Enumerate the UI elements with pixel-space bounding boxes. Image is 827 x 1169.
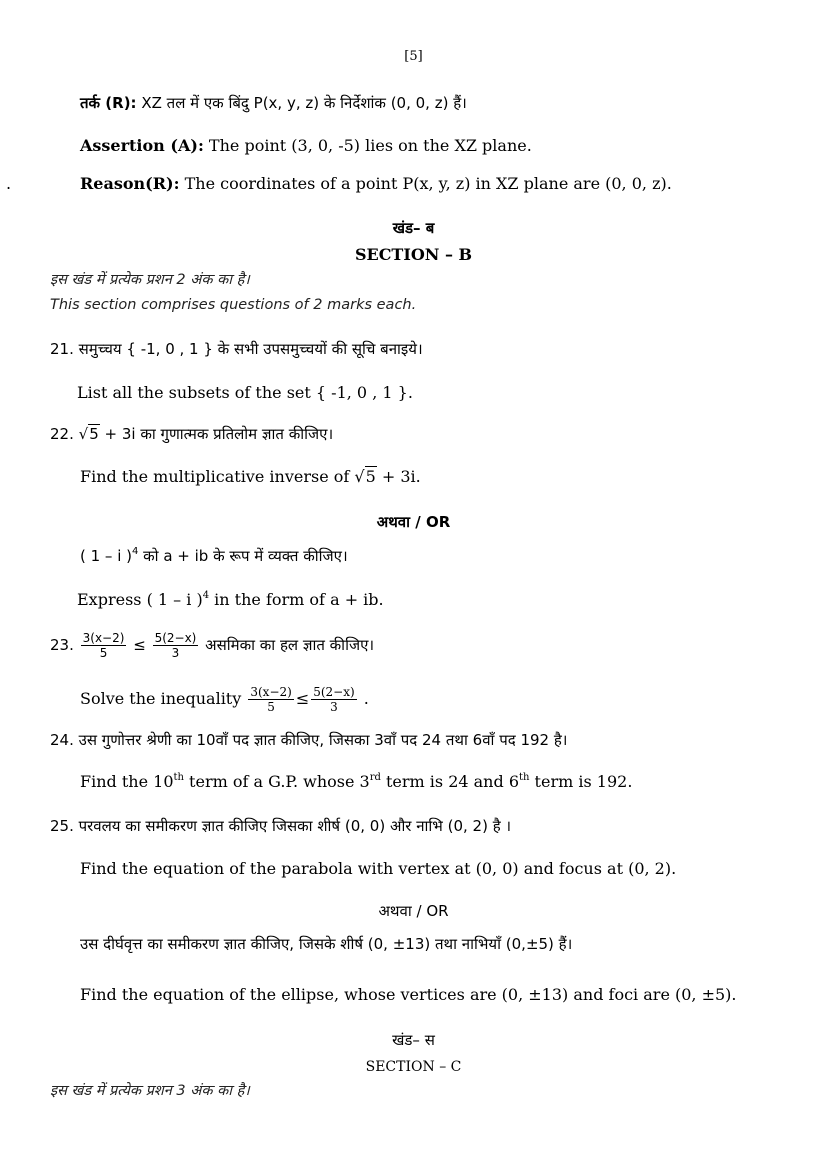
q21-hindi <box>50 339 423 359</box>
q22-alt-hindi-tail: को a + ib के रूप में व्यक्त कीजिए। <box>138 547 348 565</box>
q20-reason-hindi-text: XZ तल में एक बिंदु P(x, y, z) के निर्देशांक (0, 0, z) हैं। <box>136 94 467 112</box>
section-c-heading: SECTION – C <box>365 1059 462 1075</box>
q20-assertion-text: The point (3, 0, -5) lies on the XZ plane. <box>203 136 532 155</box>
sqrt-expression: √5 <box>78 425 99 443</box>
rhs-fraction <box>311 685 356 714</box>
q22-alt-english-tail: in the form of a + ib. <box>209 590 384 609</box>
q25-english: Find the equation of the parabola with vertex at (0, 0) and focus at (0, 2). <box>80 859 677 878</box>
ordinal-suffix: th <box>519 772 530 783</box>
sqrt-expression: √5 <box>354 467 376 486</box>
q20-assertion <box>80 136 532 156</box>
q21-english: List all the subsets of the set { -1, 0 , 1 }. <box>77 383 413 402</box>
q22-english-tail: + 3i. <box>376 467 421 486</box>
q23-english <box>80 682 369 716</box>
page-number: [5] <box>404 49 423 64</box>
q25-number: 25. <box>50 817 74 835</box>
q25-hindi-text: परवलय का समीकरण ज्ञात कीजिए जिसका शीर्ष (0, 0) और नाभि (0, 2) है । <box>73 817 512 835</box>
q20-reason <box>80 174 672 194</box>
section-b-note: This section comprises questions of 2 marks each. <box>50 297 417 313</box>
q24-en-part-4: term is 192. <box>529 772 633 791</box>
q22-alt-english <box>77 590 384 610</box>
q24-number: 24. <box>50 731 74 749</box>
exponent: 4 <box>202 590 210 601</box>
lhs-fraction <box>81 631 127 660</box>
exponent: 4 <box>132 546 139 557</box>
q22-english <box>80 467 421 487</box>
q20-reason-text: The coordinates of a point P(x, y, z) in XZ plane are (0, 0, z). <box>179 174 672 193</box>
q20-reason-label: Reason(R): <box>80 174 180 193</box>
lhs-numerator: 3(x−2) <box>250 685 292 699</box>
q24-en-part-1: Find the 10 <box>80 772 174 791</box>
q20-reason-hindi-label: तर्क (R): <box>80 94 137 112</box>
q22-hindi <box>50 424 333 444</box>
q23-hindi <box>50 628 374 662</box>
rhs-numerator: 5(2−x) <box>313 685 355 699</box>
inequality-sign: ≤ <box>295 689 310 708</box>
q22-alt-english-head: Express ( 1 – i ) <box>77 590 203 609</box>
q22-alt-hindi <box>80 546 348 566</box>
lhs-denominator: 5 <box>99 646 108 660</box>
q24-en-part-3: term is 24 and 6 <box>380 772 519 791</box>
q22-or-divider: अथवा / OR <box>376 513 451 531</box>
ordinal-suffix: th <box>173 772 184 783</box>
q24-english <box>80 772 632 792</box>
q24-hindi-text: उस गुणोत्तर श्रेणी का 10वाँ पद ज्ञात कीजिए, जिसका 3वाँ पद 24 तथा 6वाँ पद 192 है। <box>73 731 568 749</box>
q25-alt-hindi: उस दीर्घवृत्त का समीकरण ज्ञात कीजिए, जिसके शीर्ष (0, ±13) तथा नाभियाँ (0,±5) हैं। <box>80 935 573 953</box>
rhs-denominator: 3 <box>171 646 180 660</box>
q23-number: 23. <box>50 636 74 654</box>
sqrt-radicand: 5 <box>89 425 99 443</box>
q25-alt-english: Find the equation of the ellipse, whose vertices are (0, ±13) and foci are (0, ±5). <box>80 985 737 1004</box>
section-c-heading-hindi: खंड– स <box>392 1031 435 1049</box>
q25-hindi <box>50 816 511 836</box>
q22-alt-hindi-head: ( 1 – i ) <box>80 547 132 565</box>
section-b-heading: SECTION – B <box>354 245 473 264</box>
rhs-denominator: 3 <box>330 700 338 714</box>
q21-number: 21. <box>50 340 74 358</box>
margin-dot: . <box>6 174 12 193</box>
q24-en-part-2: term of a G.P. whose 3 <box>183 772 370 791</box>
q22-english-head: Find the multiplicative inverse of <box>80 467 355 486</box>
q23-hindi-text: असमिका का हल ज्ञात कीजिए। <box>200 636 375 654</box>
q23-english-head: Solve the inequality <box>80 689 247 708</box>
section-c-note-hindi: इस खंड में प्रत्येक प्रशन 3 अंक का है। <box>50 1083 250 1099</box>
q21-hindi-text: समुच्चय { -1, 0 , 1 } के सभी उपसमुच्चयों की सूचि बनाइये। <box>73 340 423 358</box>
section-b-heading-hindi: खंड– ब <box>392 219 435 237</box>
ordinal-suffix: rd <box>369 772 381 783</box>
q20-assertion-label: Assertion (A): <box>80 136 204 155</box>
lhs-fraction <box>248 685 293 714</box>
section-b-note-hindi: इस खंड में प्रत्येक प्रशन 2 अंक का है। <box>50 272 250 288</box>
lhs-numerator: 3(x−2) <box>82 631 125 645</box>
rhs-fraction <box>153 631 199 660</box>
lhs-denominator: 5 <box>267 700 275 714</box>
q24-hindi <box>50 730 568 750</box>
q22-number: 22. <box>50 425 74 443</box>
rhs-numerator: 5(2−x) <box>154 631 197 645</box>
q25-or-divider: अथवा / OR <box>378 902 449 920</box>
q20-reason-hindi <box>80 93 467 113</box>
inequality-sign: ≤ <box>133 636 146 654</box>
q22-hindi-text: + 3i का गुणात्मक प्रतिलोम ज्ञात कीजिए। <box>99 425 334 443</box>
q23-english-tail: . <box>358 689 369 708</box>
sqrt-radicand: 5 <box>365 467 376 486</box>
